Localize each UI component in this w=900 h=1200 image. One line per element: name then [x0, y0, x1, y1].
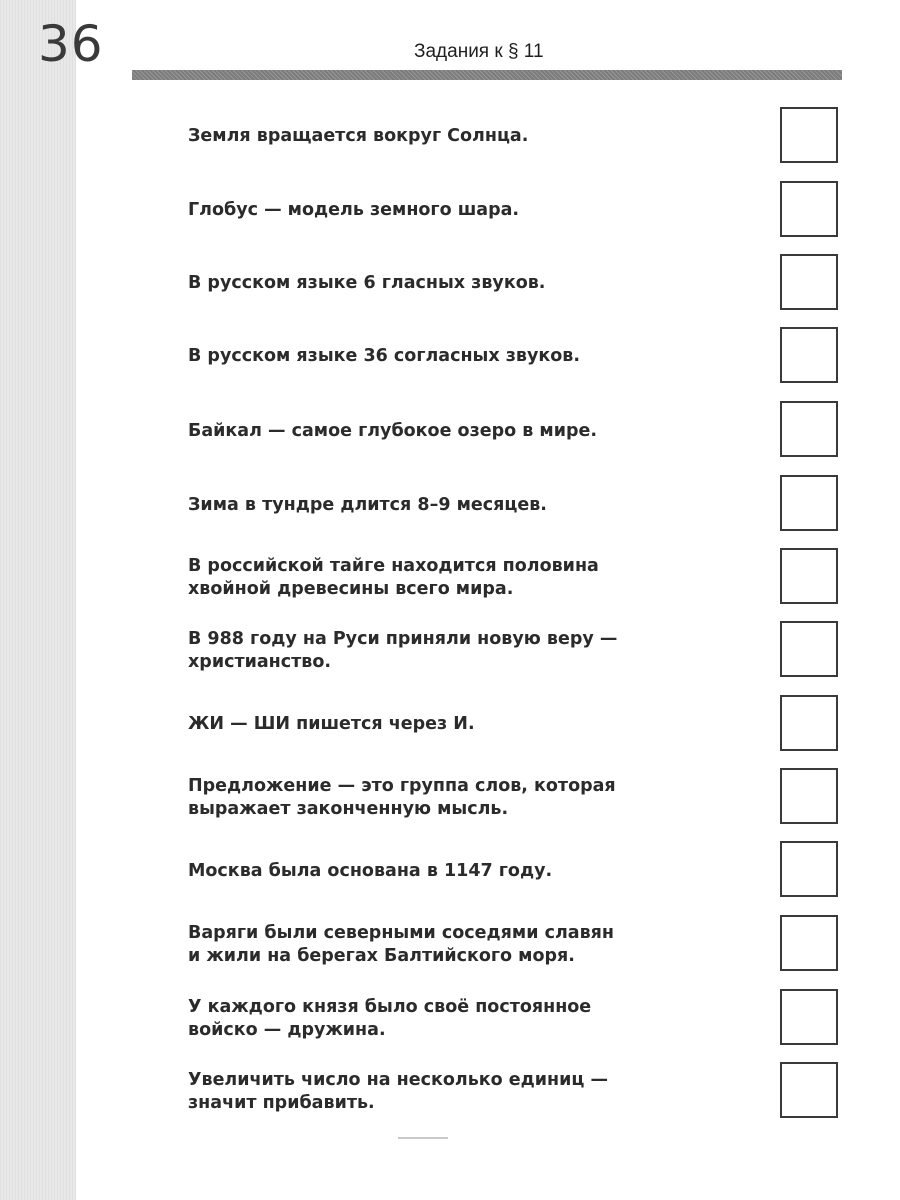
statement-line: и жили на берегах Балтийского моря. — [188, 946, 575, 966]
statement-text — [188, 996, 748, 1042]
answer-checkbox[interactable] — [780, 915, 838, 971]
statement-text — [188, 199, 748, 222]
statement-line: Зима в тундре длится 8–9 месяцев. — [188, 495, 547, 515]
statement-line: Байкал — самое глубокое озеро в мире. — [188, 421, 598, 441]
statement-line: христианство. — [188, 652, 332, 672]
page-number: 36 — [38, 15, 104, 73]
statement-line: В 988 году на Руси приняли новую веру — — [188, 629, 618, 649]
page-side-strip — [0, 0, 76, 1200]
answer-checkbox[interactable] — [780, 621, 838, 677]
statement-text — [188, 628, 748, 674]
statement-line: хвойной древесины всего мира. — [188, 579, 514, 599]
statement-line: войско — дружина. — [188, 1020, 386, 1040]
statement-line: значит прибавить. — [188, 1093, 375, 1113]
answer-checkbox[interactable] — [780, 989, 838, 1045]
statement-text — [188, 1069, 748, 1115]
statement-line: Глобус — модель земного шара. — [188, 200, 520, 220]
answer-checkbox[interactable] — [780, 1062, 838, 1118]
statement-line: ЖИ — ШИ пишется через И. — [188, 714, 475, 734]
statement-text — [188, 345, 748, 368]
header-rule — [132, 70, 842, 80]
answer-checkbox[interactable] — [780, 768, 838, 824]
statement-line: У каждого князя было своё постоянное — [188, 997, 592, 1017]
answer-checkbox[interactable] — [780, 475, 838, 531]
statement-text — [188, 713, 748, 736]
statement-line: В российской тайге находится половина — [188, 556, 599, 576]
statement-line: Земля вращается вокруг Солнца. — [188, 126, 529, 146]
statement-line: Увеличить число на несколько единиц — — [188, 1070, 608, 1090]
statement-text — [188, 922, 748, 968]
answer-checkbox[interactable] — [780, 181, 838, 237]
answer-checkbox[interactable] — [780, 695, 838, 751]
statement-line: В русском языке 6 гласных звуков. — [188, 273, 546, 293]
statement-line: Предложение — это группа слов, которая — [188, 776, 616, 796]
statement-line: выражает законченную мысль. — [188, 799, 509, 819]
statement-line: Варяги были северными соседями славян — [188, 923, 614, 943]
statement-line: Москва была основана в 1147 году. — [188, 861, 553, 881]
page-header-title: Задания к § 11 — [414, 41, 544, 62]
statement-text — [188, 272, 748, 295]
answer-checkbox[interactable] — [780, 841, 838, 897]
answer-checkbox[interactable] — [780, 548, 838, 604]
page-divider — [398, 1137, 448, 1139]
answer-checkbox[interactable] — [780, 107, 838, 163]
statement-text — [188, 420, 748, 443]
statement-text — [188, 494, 748, 517]
answer-checkbox[interactable] — [780, 327, 838, 383]
answer-checkbox[interactable] — [780, 401, 838, 457]
statement-text — [188, 775, 748, 821]
statement-line: В русском языке 36 согласных звуков. — [188, 346, 581, 366]
answer-checkbox[interactable] — [780, 254, 838, 310]
statement-text — [188, 125, 748, 148]
statement-text — [188, 860, 748, 883]
statement-text — [188, 555, 748, 601]
